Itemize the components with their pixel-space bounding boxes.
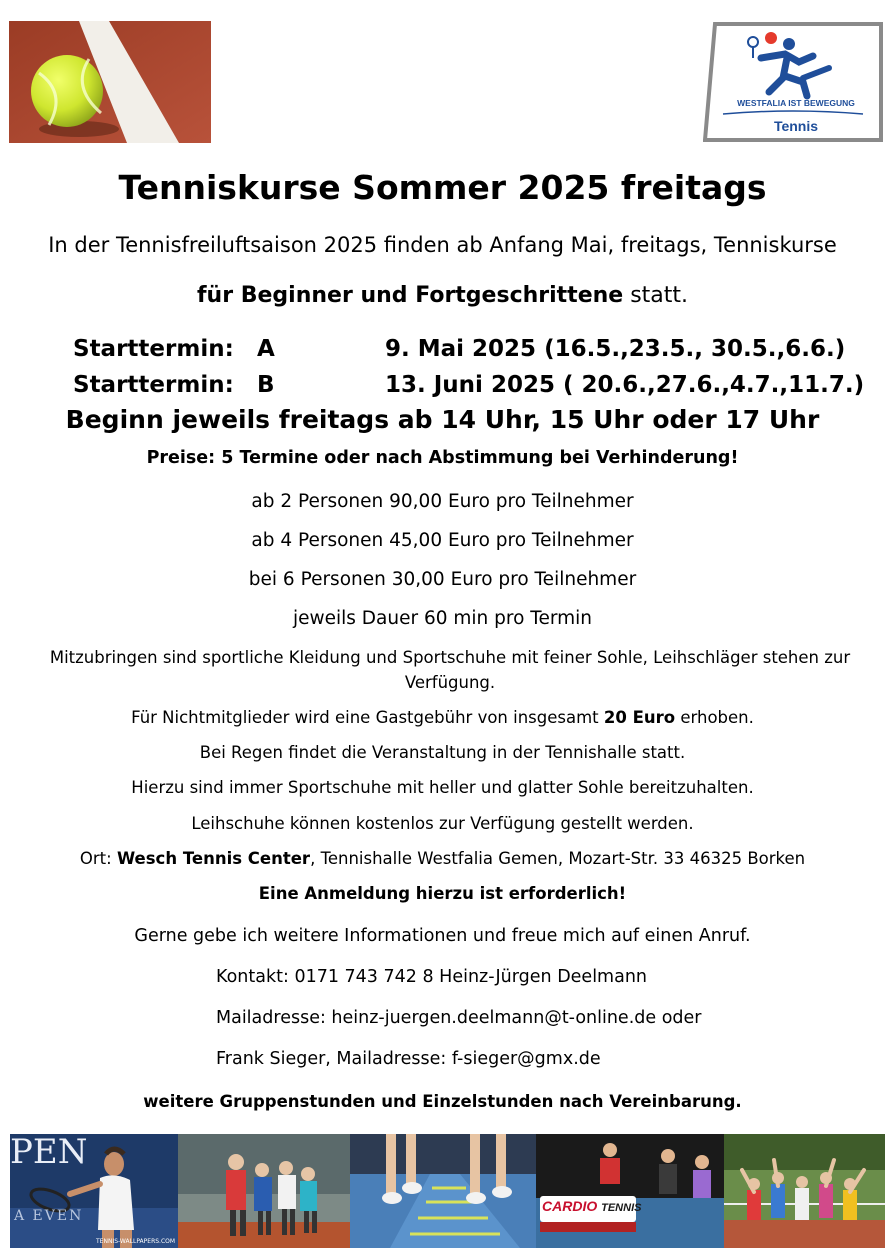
guest-fee-amount: 20 Euro (603, 708, 676, 727)
rain-note: Bei Regen findet die Veranstaltung in der Tennishalle statt. (199, 743, 686, 762)
start-date: 13. Juni 2025 ( 20.6.,27.6.,4.7.,11.7.) (385, 372, 865, 398)
prices-heading: Preise: 5 Termine oder nach Abstimmung bei Verhinderung! (146, 448, 739, 468)
tennis-ball-photo (9, 21, 211, 143)
location-pre: Ort: (79, 849, 117, 868)
page-title: Tenniskurse Sommer 2025 freitags (118, 168, 767, 207)
duration-line: jeweils Dauer 60 min pro Termin (292, 608, 593, 629)
info-line: Gerne gebe ich weitere Informationen und freue mich auf einen Anruf. (134, 926, 751, 946)
price-line-2-persons: ab 2 Personen 90,00 Euro pro Teilnehmer (251, 491, 634, 512)
audience-rest: statt. (623, 283, 689, 308)
location-post: , Tennishalle Westfalia Gemen, Mozart-Str. 33 46325 Borken (310, 849, 806, 868)
photo-pro-player (10, 1134, 178, 1248)
photo-group-celebration (724, 1134, 885, 1248)
start-code: B (257, 372, 275, 398)
photo-cardio-tennis (536, 1134, 724, 1248)
photo-banner-text: PEN (10, 1134, 88, 1172)
start-label: Starttermin: (73, 336, 234, 362)
guest-fee-post: erhoben. (675, 708, 754, 727)
location-line (0, 849, 885, 868)
location-name: Wesch Tennis Center (116, 849, 311, 868)
cardio-brand (542, 1198, 641, 1214)
email-line-1[interactable]: Mailadresse: heinz-juergen.deelmann@t-online.de oder (216, 1008, 702, 1028)
start-code: A (257, 336, 275, 362)
start-date: 9. Mai 2025 (16.5.,23.5., 30.5.,6.6.) (385, 336, 846, 362)
intro-text: In der Tennisfreiluftsaison 2025 finden ab Anfang Mai, freitags, Tenniskurse (48, 233, 837, 257)
equipment-note: Mitzubringen sind sportliche Kleidung und Sportschuhe mit feiner Sohle, Leihschläger stehen zur Verfügung. (49, 648, 851, 692)
footer-note: weitere Gruppenstunden und Einzelstunden nach Vereinbarung. (143, 1092, 742, 1111)
photo-watermark: TENNIS-WALLPAPERS.COM (96, 1238, 176, 1245)
photo-banner-text-2: A EVEN (14, 1208, 84, 1224)
start-label: Starttermin: (73, 372, 234, 398)
cardio-brand-2: TENNIS (601, 1202, 642, 1214)
rental-shoes-note: Leihschuhe können kostenlos zur Verfügung gestellt werden. (191, 814, 694, 833)
photo-group-players (178, 1134, 350, 1248)
audience-line (0, 283, 885, 308)
registration-required: Eine Anmeldung hierzu ist erforderlich! (258, 884, 627, 903)
contact-line: Kontakt: 0171 743 742 8 Heinz-Jürgen Deelmann (216, 967, 648, 987)
guest-fee-pre: Für Nichtmitglieder wird eine Gastgebühr von insgesamt (131, 708, 604, 727)
logo-bottom-text: Tennis (773, 118, 819, 134)
email-line-2[interactable]: Frank Sieger, Mailadresse: f-sieger@gmx.de (216, 1049, 601, 1069)
guest-fee-line (0, 708, 885, 727)
audience-bold: für Beginner und Fortgeschrittene (196, 283, 624, 308)
cardio-brand-1: CARDIO (542, 1198, 598, 1214)
price-line-6-persons: bei 6 Personen 30,00 Euro pro Teilnehmer (248, 569, 637, 590)
price-line-4-persons: ab 4 Personen 45,00 Euro pro Teilnehmer (251, 530, 634, 551)
photo-footwork-training (350, 1134, 536, 1248)
logo-top-text: WESTFALIA IST BEWEGUNG (737, 98, 855, 108)
shoes-note: Hierzu sind immer Sportschuhe mit heller und glatter Sohle bereitzuhalten. (131, 778, 754, 797)
club-logo (703, 22, 883, 142)
start-times: Beginn jeweils freitags ab 14 Uhr, 15 Uhr oder 17 Uhr (65, 405, 820, 434)
